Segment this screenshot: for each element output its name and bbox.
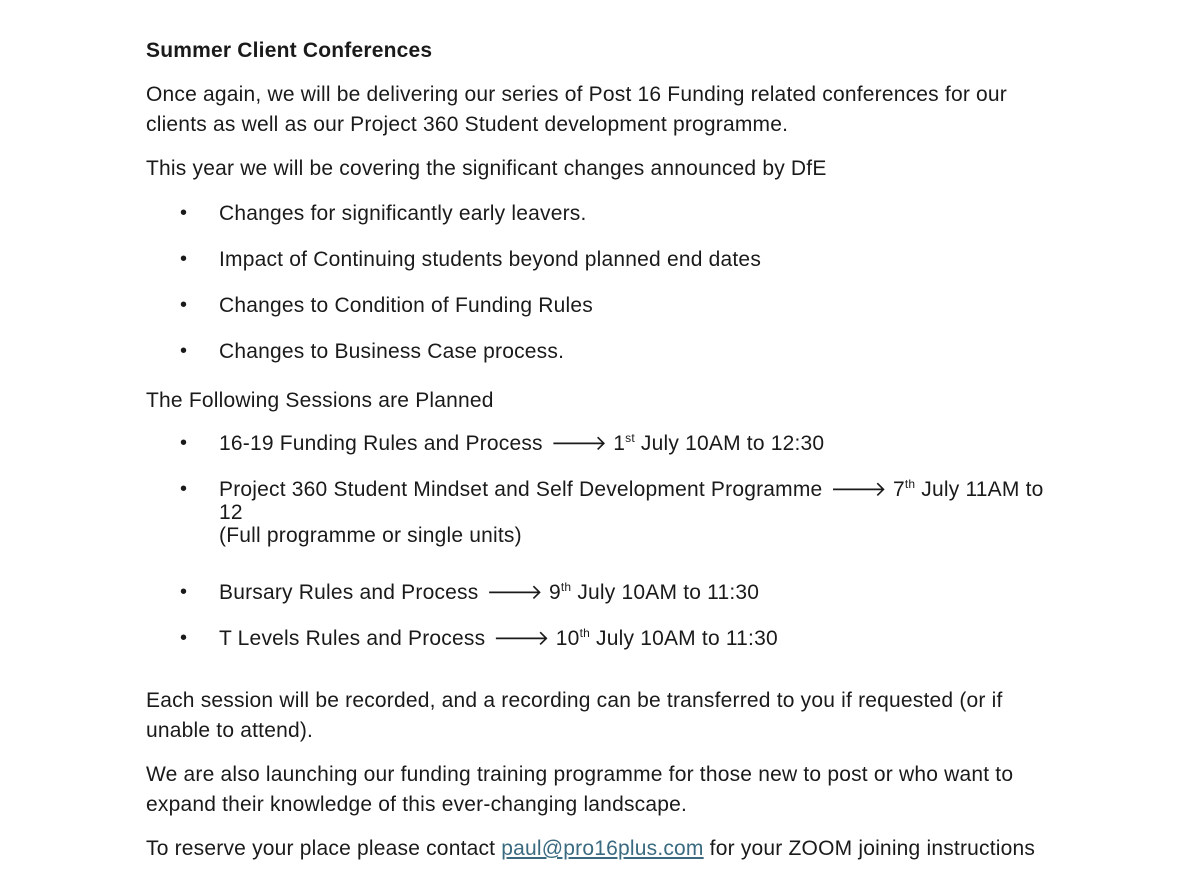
list-item: • Impact of Continuing students beyond planned end dates [146, 248, 1046, 271]
arrow-right-icon: 🡒 [830, 478, 887, 501]
reserve-paragraph [146, 834, 1046, 864]
session-item [146, 432, 1046, 455]
session-time: July 10AM to 11:30 [577, 581, 760, 604]
session-day: 9 [548, 581, 561, 604]
arrow-right-icon: 🡒 [486, 581, 543, 604]
session-day: 10 [555, 627, 580, 650]
intro-paragraph: Once again, we will be delivering our series of Post 16 Funding related conferences for our clients as well as our Project 360 Student development programme. [146, 83, 1007, 136]
sessions-list [146, 432, 1046, 650]
session-day-suffix: st [625, 431, 635, 445]
session-day: 7 [892, 478, 905, 501]
sessions-intro: The Following Sessions are Planned [146, 389, 494, 412]
session-item [146, 581, 1046, 604]
session-day: 1 [613, 432, 626, 455]
session-name: T Levels Rules and Process [219, 627, 486, 650]
email-link[interactable]: paul@pro16plus.com [501, 837, 704, 860]
document-title: Summer Client Conferences [146, 39, 433, 62]
session-day-suffix: th [579, 626, 590, 640]
session-item [146, 627, 1046, 650]
reserve-text-after: for your ZOOM joining instructions [703, 837, 1036, 860]
training-paragraph: We are also launching our funding training programme for those new to post or who want to expand their knowledge of this ever-changing landscape. [146, 763, 1014, 816]
session-time: July 10AM to 11:30 [596, 627, 778, 650]
session-name: Project 360 Student Mindset and Self Development Programme [219, 478, 823, 501]
list-item: • Changes to Condition of Funding Rules [146, 294, 1046, 317]
session-note: (Full programme or single units) [219, 524, 522, 547]
arrow-right-icon: 🡒 [493, 627, 550, 650]
session-item [146, 478, 1046, 547]
document-body [146, 36, 1046, 878]
list-item: • Changes to Business Case process. [146, 340, 1046, 363]
arrow-right-icon: 🡒 [550, 432, 608, 455]
changes-list [146, 202, 1046, 363]
changes-intro: This year we will be covering the significant changes announced by DfE [146, 157, 827, 180]
session-name: 16-19 Funding Rules and Process [219, 432, 543, 455]
session-time: July 10AM to 12:30 [640, 432, 825, 455]
session-day-suffix: th [904, 477, 916, 491]
session-day-suffix: th [560, 580, 572, 594]
session-name: Bursary Rules and Process [219, 581, 479, 604]
recording-paragraph: Each session will be recorded, and a recording can be transferred to you if requested (or if unable to attend). [146, 689, 1003, 742]
reserve-text-before: To reserve your place please contact [146, 837, 502, 860]
session-time: July 11AM to 12 [219, 478, 1044, 524]
list-item: • Changes for significantly early leavers. [146, 202, 1046, 225]
